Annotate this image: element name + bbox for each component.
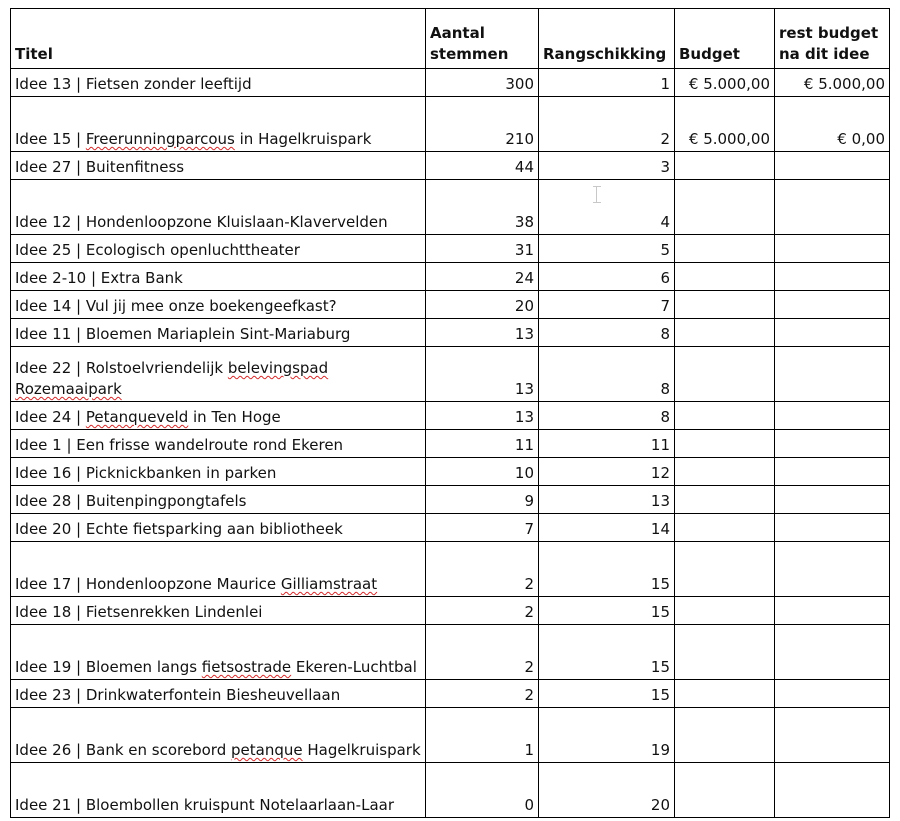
idea-title: Idee 14 | Vul jij mee onze boekengeefkast? [11,291,426,319]
rest-budget [775,458,890,486]
idea-title [11,625,426,680]
header-row [11,9,890,69]
idea-title-text: Idee 24 | [15,408,86,426]
header-budget: Budget [675,9,775,69]
ranking: 15 [539,597,675,625]
idea-title-text: in Ten Hoge [188,408,281,426]
budget [675,625,775,680]
table-row [11,291,890,319]
idea-title: Idee 27 | Buitenfitness [11,152,426,180]
vote-count: 44 [426,152,539,180]
table-row [11,319,890,347]
budget [675,152,775,180]
ranking: 19 [539,708,675,763]
idea-title: Idee 28 | Buitenpingpongtafels [11,486,426,514]
budget: € 5.000,00 [675,69,775,97]
table-row [11,235,890,263]
rest-budget [775,625,890,680]
budget [675,347,775,402]
ranking: 8 [539,402,675,430]
table-row [11,430,890,458]
budget [675,597,775,625]
vote-count: 2 [426,625,539,680]
idea-title [11,402,426,430]
idea-title-text: Idee 17 | Hondenloopzone Maurice [15,575,281,593]
idea-title-text: in Hagelkruispark [234,130,372,148]
idea-title-text: Hagelkruispark [302,741,421,759]
vote-count: 20 [426,291,539,319]
budget [675,542,775,597]
table-row [11,763,890,818]
table-row [11,680,890,708]
budget [675,235,775,263]
ranking: 20 [539,763,675,818]
table-row [11,347,890,402]
idea-title [11,347,426,402]
table-row [11,708,890,763]
vote-count: 2 [426,597,539,625]
ranking: 15 [539,542,675,597]
budget [675,263,775,291]
budget [675,430,775,458]
vote-count: 10 [426,458,539,486]
vote-count: 2 [426,680,539,708]
rest-budget [775,263,890,291]
ranking: 8 [539,347,675,402]
table-row [11,263,890,291]
budget [675,402,775,430]
rest-budget [775,180,890,235]
budget [675,291,775,319]
rest-budget [775,347,890,402]
ranking: 1 [539,69,675,97]
rest-budget [775,319,890,347]
table-row [11,458,890,486]
vote-count: 31 [426,235,539,263]
rest-budget [775,763,890,818]
rest-budget [775,152,890,180]
header-votes: Aantal stemmen [426,9,539,69]
spellcheck-flagged-word: Freerunningparcous [85,130,235,148]
idea-title [11,542,426,597]
ranking: 8 [539,319,675,347]
idea-title [11,708,426,763]
ranking: 5 [539,235,675,263]
spellcheck-flagged-word: belevingspad [227,359,329,377]
idea-title-text: Ekeren-Luchtbal [291,658,417,676]
ranking: 7 [539,291,675,319]
header-rank: Rangschikking [539,9,675,69]
ranking: 3 [539,152,675,180]
ranking: 13 [539,486,675,514]
header-title: Titel [11,9,426,69]
spellcheck-flagged-word: Rozemaaipark [15,380,122,398]
ranking: 15 [539,625,675,680]
idea-title: Idee 13 | Fietsen zonder leeftijd [11,69,426,97]
budget [675,486,775,514]
rest-budget [775,235,890,263]
header-rest-budget: rest budget na dit idee [775,9,890,69]
vote-results-table [10,8,890,818]
idea-title: Idee 11 | Bloemen Mariaplein Sint-Mariaburg [11,319,426,347]
table-row [11,97,890,152]
rest-budget [775,514,890,542]
spellcheck-flagged-word: Gilliamstraat [280,575,378,593]
vote-count: 38 [426,180,539,235]
budget [675,514,775,542]
budget [675,763,775,818]
spellcheck-flagged-word: fietsostrade [201,658,292,676]
idea-title-text: Idee 19 | Bloemen langs [15,658,202,676]
ranking: 14 [539,514,675,542]
vote-count: 13 [426,347,539,402]
ranking: 2 [539,97,675,152]
ranking: 15 [539,680,675,708]
budget [675,319,775,347]
vote-count: 11 [426,430,539,458]
idea-title: Idee 1 | Een frisse wandelroute rond Ekeren [11,430,426,458]
ranking: 12 [539,458,675,486]
rest-budget: € 0,00 [775,97,890,152]
idea-title: Idee 18 | Fietsenrekken Lindenlei [11,597,426,625]
budget [675,708,775,763]
vote-count: 2 [426,542,539,597]
vote-count: 7 [426,514,539,542]
rest-budget [775,402,890,430]
idea-title: Idee 25 | Ecologisch openluchttheater [11,235,426,263]
ranking: 11 [539,430,675,458]
idea-title: Idee 20 | Echte fietsparking aan bibliotheek [11,514,426,542]
table-row [11,542,890,597]
rest-budget [775,597,890,625]
budget [675,458,775,486]
vote-count: 300 [426,69,539,97]
text-cursor-icon [596,186,603,203]
vote-count: 210 [426,97,539,152]
rest-budget [775,291,890,319]
idea-title: Idee 12 | Hondenloopzone Kluislaan-Klavervelden [11,180,426,235]
idea-title [11,97,426,152]
idea-title: Idee 2-10 | Extra Bank [11,263,426,291]
table-row [11,597,890,625]
budget [675,180,775,235]
idea-title: Idee 21 | Bloembollen kruispunt Notelaarlaan-Laar [11,763,426,818]
table-row [11,514,890,542]
table-row [11,180,890,235]
rest-budget [775,542,890,597]
table-row [11,625,890,680]
rest-budget [775,708,890,763]
vote-count: 24 [426,263,539,291]
budget [675,680,775,708]
ranking: 6 [539,263,675,291]
vote-count: 13 [426,402,539,430]
vote-count: 13 [426,319,539,347]
rest-budget [775,680,890,708]
table-row [11,69,890,97]
vote-count: 9 [426,486,539,514]
rest-budget: € 5.000,00 [775,69,890,97]
vote-count: 1 [426,708,539,763]
table-row [11,486,890,514]
spellcheck-flagged-word: petanque [231,741,303,759]
ranking: 4 [539,180,675,235]
table-row [11,402,890,430]
idea-title: Idee 23 | Drinkwaterfontein Biesheuvellaan [11,680,426,708]
rest-budget [775,430,890,458]
spellcheck-flagged-word: Petanqueveld [85,408,189,426]
idea-title: Idee 16 | Picknickbanken in parken [11,458,426,486]
idea-title-text: Idee 15 | [15,130,86,148]
table-row [11,152,890,180]
idea-title-text: Idee 22 | Rolstoelvriendelijk [15,359,228,377]
rest-budget [775,486,890,514]
idea-title-text: Idee 26 | Bank en scorebord [15,741,231,759]
vote-count: 0 [426,763,539,818]
budget: € 5.000,00 [675,97,775,152]
